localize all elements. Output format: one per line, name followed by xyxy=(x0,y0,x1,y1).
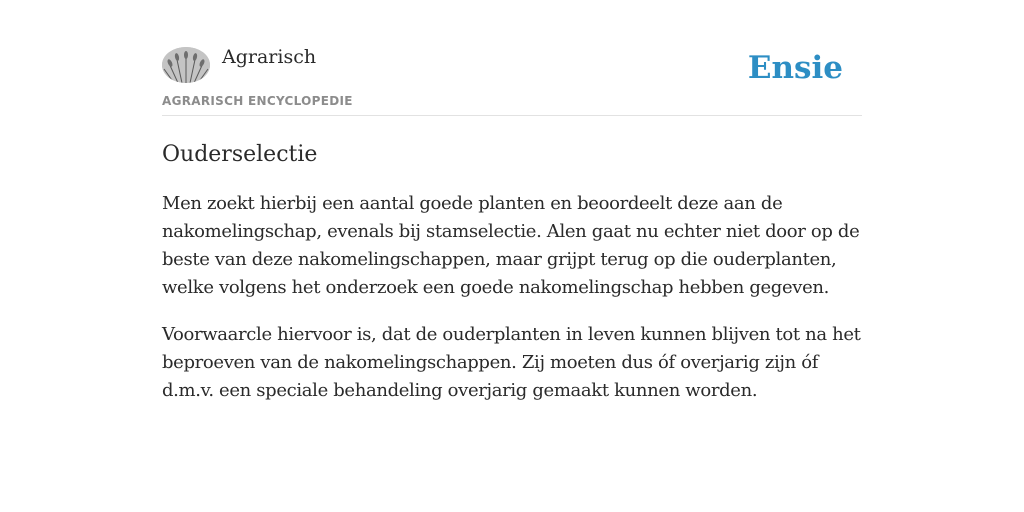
source-name[interactable]: Agrarisch xyxy=(222,46,317,68)
ensie-logo-link[interactable]: Ensie xyxy=(747,50,843,86)
article-paragraph: Voorwaarcle hiervoor is, dat de ouderplanten in leven kunnen blijven tot na het beproeven van de nakomelingschappen. Zij moeten dus óf overjarig zijn óf d.m.v. een speciale behandeling overjarig gemaakt kunnen worden. xyxy=(162,324,861,401)
source-header xyxy=(162,40,862,116)
wheat-icon[interactable] xyxy=(162,47,210,83)
article-paragraph: Men zoekt hierbij een aantal goede planten en beoordeelt deze aan de nakomelingschap, evenals bij stamselectie. Alen gaat nu echter niet door op de beste van deze nakomelingschappen, maar grijpt terug op die ouderplanten, welke volgens het onderzoek een goede nakomelingschap hebben gegeven. xyxy=(162,193,860,298)
source-subtitle: AGRARISCH ENCYCLOPEDIE xyxy=(162,94,353,108)
article-page xyxy=(162,40,862,405)
article-title: Ouderselectie xyxy=(162,142,318,167)
